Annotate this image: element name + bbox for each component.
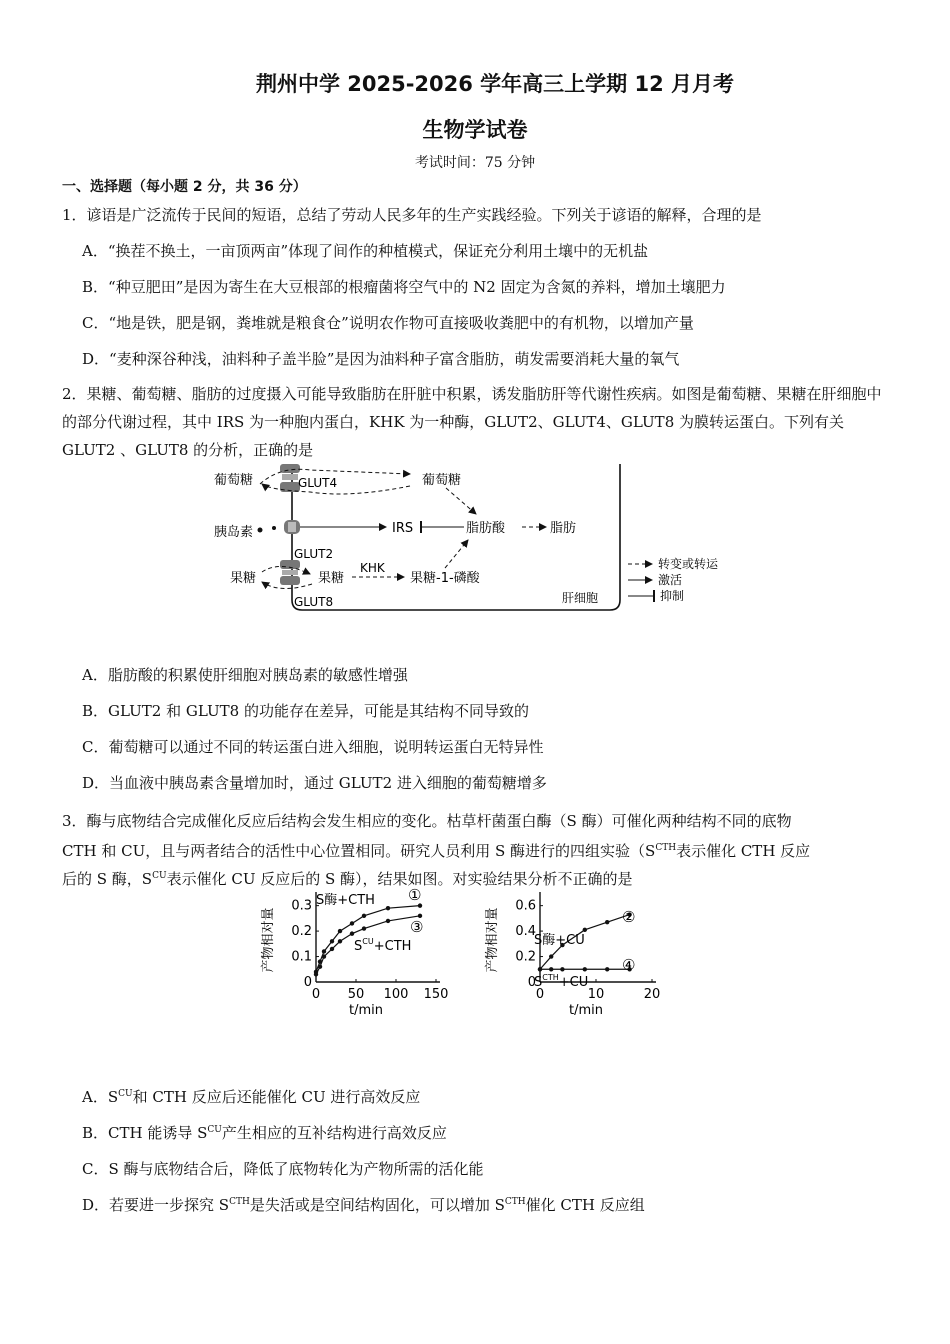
data-point — [538, 967, 542, 971]
data-point — [418, 903, 422, 907]
data-point — [549, 954, 553, 958]
y-tick-label: 0.2 — [515, 949, 536, 965]
insulin-receptor — [284, 520, 300, 534]
section-heading: 一、选择题（每小题 2 分，共 36 分） — [62, 179, 307, 195]
series-marker: ③ — [410, 918, 424, 936]
data-point — [338, 929, 342, 933]
x-tick-label: 10 — [587, 987, 605, 1002]
series-label: S酶+CTH — [316, 893, 375, 908]
y-tick-label: 0.2 — [291, 924, 312, 940]
y-tick-label: 0.4 — [515, 924, 536, 940]
exam-time: 考试时间：75 分钟 — [414, 155, 536, 171]
liver-metabolism-diagram — [200, 460, 760, 620]
y-tick-label: 0 — [303, 975, 312, 990]
q1-option-d: D．“麦种深谷种浅，油料种子盖半脸”是因为油料种子富含脂肪，萌发需要消耗大量的氧气 — [82, 350, 680, 368]
arrow-glucose-to-fa — [446, 488, 476, 514]
label-glut8: GLUT8 — [294, 595, 334, 609]
glut2-transporter — [280, 560, 300, 585]
y-axis-label: 产物相对量 — [485, 907, 500, 973]
series-label: $S^{CU}+CTH$ — [354, 937, 412, 954]
x-tick-label: 20 — [643, 987, 661, 1002]
q2-option-c: C．葡萄糖可以通过不同的转运蛋白进入细胞，说明转运蛋白无特异性 — [82, 738, 544, 756]
x-tick-label: 0 — [311, 987, 321, 1002]
q3-option-a: A．$S^{CU}$和 CTH 反应后还能催化 CU 进行高效反应 — [82, 1088, 421, 1106]
label-insulin: 胰岛素 — [214, 525, 254, 540]
q2-stem: 2．果糖、葡萄糖、脂肪的过度摄入可能导致脂肪在肝脏中积累，诱发脂肪肝等代谢性疾病。如图是葡萄糖、果糖在肝细胞中的部分代谢过程，其中 IRS 为一种胞内蛋白，KHK 为一种酶，GLUT2、GLUT4、GLUT8 为膜转运蛋白。下列有关 GLUT2 、GLUT8 的分析，正确的是 — [62, 385, 882, 459]
data-point — [549, 967, 553, 971]
q3-option-d: D．若要进一步探究 $S^{CTH}$是失活或是空间结构固化，可以增加 $S^{CTH}$催化 CTH 反应组 — [82, 1196, 645, 1214]
insulin-dot — [272, 526, 276, 530]
data-point — [362, 926, 366, 930]
q3-option-b: B．CTH 能诱导 $S^{CU}$产生相应的互补结构进行高效反应 — [82, 1124, 447, 1142]
q2-option-a: A．脂肪酸的积累使肝细胞对胰岛素的敏感性增强 — [82, 666, 408, 684]
data-point — [314, 972, 318, 976]
label-glucose-in: 葡萄糖 — [422, 473, 462, 488]
series-marker: ① — [408, 886, 422, 904]
q2-option-d: D．当血液中胰岛素含量增加时，通过 GLUT2 进入细胞的葡萄糖增多 — [82, 774, 547, 792]
data-point — [330, 947, 334, 951]
data-point — [386, 906, 390, 910]
data-point — [350, 921, 354, 925]
q1-option-a: A．“换茬不换土，一亩顶两亩”体现了间作的种植模式，保证充分利用土壤中的无机盐 — [82, 242, 649, 260]
y-tick-label: 0.6 — [515, 898, 536, 914]
data-point — [605, 920, 609, 924]
legend-transform: 转变或转运 — [658, 557, 719, 571]
chart-left — [258, 886, 458, 1036]
label-khk: KHK — [360, 561, 385, 575]
data-point — [362, 914, 366, 918]
data-point — [560, 967, 564, 971]
insulin-dot — [258, 528, 263, 533]
data-point — [350, 931, 354, 935]
data-point — [322, 954, 326, 958]
series-marker: ② — [622, 908, 636, 926]
label-fructose-in: 果糖 — [318, 571, 345, 586]
y-axis-label: 产物相对量 — [261, 907, 276, 973]
data-point — [322, 949, 326, 953]
label-liver-cell: 肝细胞 — [562, 591, 599, 605]
q1-option-b: B．“种豆肥田”是因为寄生在大豆根部的根瘤菌将空气中的 N2 固定为含氮的养料，增加土壤肥力 — [82, 278, 726, 296]
data-point — [338, 939, 342, 943]
label-irs: IRS — [392, 521, 414, 536]
x-tick-label: 100 — [383, 987, 409, 1002]
series-label: S酶+CU — [534, 933, 585, 948]
label-fructose: 果糖 — [230, 571, 257, 586]
q2-option-b: B．GLUT2 和 GLUT8 的功能存在差异，可能是其结构不同导致的 — [82, 702, 529, 720]
data-point — [318, 965, 322, 969]
x-axis-label: t/min — [569, 1003, 603, 1018]
label-fat: 脂肪 — [550, 521, 577, 536]
y-tick-label: 0.1 — [291, 949, 312, 965]
subject-title: 生物学试卷 — [422, 118, 528, 142]
label-glucose: 葡萄糖 — [214, 473, 254, 488]
data-point — [583, 967, 587, 971]
data-point — [583, 928, 587, 932]
data-point — [330, 939, 334, 943]
q3-stem-line1: 3．酶与底物结合完成催化反应后结构会发生相应的变化。枯草杆菌蛋白酶（S 酶）可催化两种结构不同的底物 — [62, 812, 792, 830]
legend-activate: 激活 — [658, 573, 683, 587]
y-tick-label: 0 — [527, 975, 536, 990]
y-tick-label: 0.3 — [291, 898, 312, 914]
label-fructose-1-phosphate: 果糖-1-磷酸 — [410, 571, 480, 586]
data-point — [605, 967, 609, 971]
q3-option-c: C．S 酶与底物结合后，降低了底物转化为产物所需的活化能 — [82, 1160, 484, 1178]
q1-stem: 1．谚语是广泛流传于民间的短语，总结了劳动人民多年的生产实践经验。下列关于谚语的解释，合理的是 — [62, 206, 762, 224]
q3-stem-line3: 后的 S 酶，$S^{CU}$表示催化 CU 反应后的 S 酶），结果如图。对实验结果分析不正确的是 — [62, 870, 633, 888]
label-fatty-acid: 脂肪酸 — [466, 521, 506, 536]
series-marker: ④ — [622, 956, 636, 974]
x-tick-label: 0 — [535, 987, 545, 1002]
x-axis-label: t/min — [349, 1003, 383, 1018]
x-tick-label: 50 — [347, 987, 365, 1002]
exam-title: 荆州中学 2025-2026 学年高三上学期 12 月月考 — [255, 72, 735, 96]
x-tick-label: 150 — [423, 987, 449, 1002]
q1-option-c: C．“地是铁，肥是钢，粪堆就是粮食仓”说明农作物可直接吸收粪肥中的有机物，以增加产量 — [82, 314, 694, 332]
chart-right — [482, 886, 672, 1036]
label-glut2: GLUT2 — [294, 547, 334, 561]
legend-inhibit: 抑制 — [660, 589, 685, 603]
series-label: $S^{CTH}+CU$ — [534, 973, 589, 990]
data-point — [386, 919, 390, 923]
q3-stem-line2: CTH 和 CU，且与两者结合的活性中心位置相同。研究人员利用 S 酶进行的四组实验（$S^{CTH}$表示催化 CTH 反应 — [62, 842, 811, 860]
glut4-transporter — [280, 464, 300, 492]
arrow-f1p-to-fa — [445, 540, 468, 568]
label-glut4: GLUT4 — [298, 476, 338, 490]
